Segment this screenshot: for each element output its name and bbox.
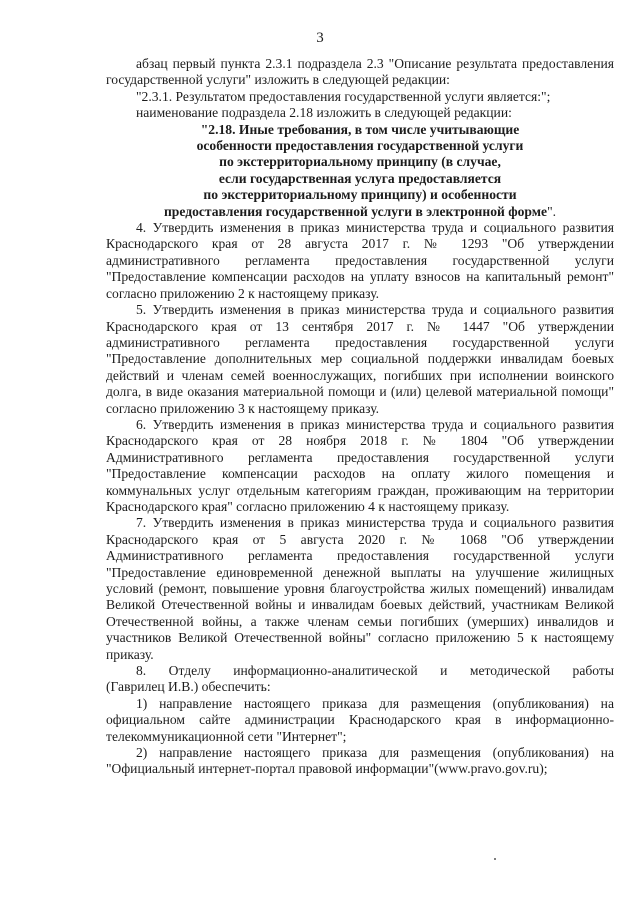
heading-line-1: "2.18. Иные требования, в том числе учитывающие: [200, 121, 520, 137]
paragraph-intro-3: наименование подраздела 2.18 изложить в следующей редакции:: [136, 105, 512, 121]
paragraph-intro-1: абзац первый пункта 2.3.1 подраздела 2.3 "Описание результата предоставления государственной услуги" изложить в следующей редакции:: [106, 56, 614, 88]
heading-line-5: по экстерриториальному принципу) и особенности: [203, 187, 517, 203]
paragraph-item-8-line-1: 8. Отделу информационно-аналитической и методической работы: [136, 663, 614, 679]
paragraph-item-4: 4. Утвердить изменения в приказ министерства труда и социального развития Краснодарского края от 28 августа 2017 г. № 1293 "Об утверждении административного регламента предоставления государственной услуги "Предоставление компенсации расходов на уплату взносов на капитальный ремонт" согласно приложению 2 к настоящему приказу.: [106, 220, 614, 301]
heading-line-6-wrap: [106, 204, 614, 220]
paragraph-item-6: 6. Утвердить изменения в приказ министерства труда и социального развития Краснодарского края от 28 ноября 2018 г. № 1804 "Об утверждении Административного регламента предоставления государственной услуги "Предоставление компенсации расходов на оплату жилого помещения и коммунальных услуг отдельным категориям граждан, проживающим на территории Краснодарского края" согласно приложению 4 к настоящему приказу.: [106, 416, 614, 514]
paragraph-item-7: 7. Утвердить изменения в приказ министерства труда и социального развития Краснодарского края от 5 августа 2020 г. № 1068 "Об утверждении Административного регламента предоставления государственной услуги "Предоставление единовременной денежной выплаты на улучшение жилищных условий (ремонт, повышение уровня благоустройства жилых помещений) инвалидам Великой Отечественной войны и инвалидам боевых действий, участникам Великой Отечественной войны, а также членам семьи погибших (умерших) инвалидов и участников Великой Отечественной войны" согласно приложению 5 к настоящему приказу.: [106, 515, 614, 662]
paragraph-intro-2: "2.3.1. Результатом предоставления государственной услуги является:";: [136, 88, 551, 104]
heading-line-6-close: ".: [547, 203, 557, 219]
page-number: 3: [316, 30, 324, 46]
heading-line-3: по экстерриториальному принципу (в случае,: [219, 154, 501, 170]
section-heading: [106, 122, 614, 220]
paragraph-item-8-sub-2: 2) направление настоящего приказа для размещения (опубликования) на "Официальный интернет-портал правовой информации"(www.pravo.gov.ru);: [106, 745, 614, 777]
paragraph-item-8-line-2: (Гаврилец И.В.) обеспечить:: [106, 679, 271, 695]
document-body: [106, 56, 614, 778]
paragraph-item-5: 5. Утвердить изменения в приказ министерства труда и социального развития Краснодарского края от 13 сентября 2017 г. № 1447 "Об утверждении административного регламента предоставления государственной услуги "Предоставление дополнительных мер социальной поддержки инвалидам боевых действий и членам семей военнослужащих, погибших при исполнении воинского долга, в виде оказания материальной помощи и (или) целевой материальной помощи" согласно приложению 3 к настоящему приказу.: [106, 302, 614, 416]
heading-line-6: предоставления государственной услуги в электронной форме: [163, 203, 548, 219]
heading-line-2: особенности предоставления государственной услуги: [196, 138, 524, 154]
heading-line-4: если государственная услуга предоставляется: [218, 170, 502, 186]
paragraph-item-8-sub-1: 1) направление настоящего приказа для размещения (опубликования) на официальном сайте администрации Краснодарского края в информационно-телекоммуникационной сети "Интернет";: [106, 695, 614, 744]
scan-speck: [494, 858, 496, 860]
